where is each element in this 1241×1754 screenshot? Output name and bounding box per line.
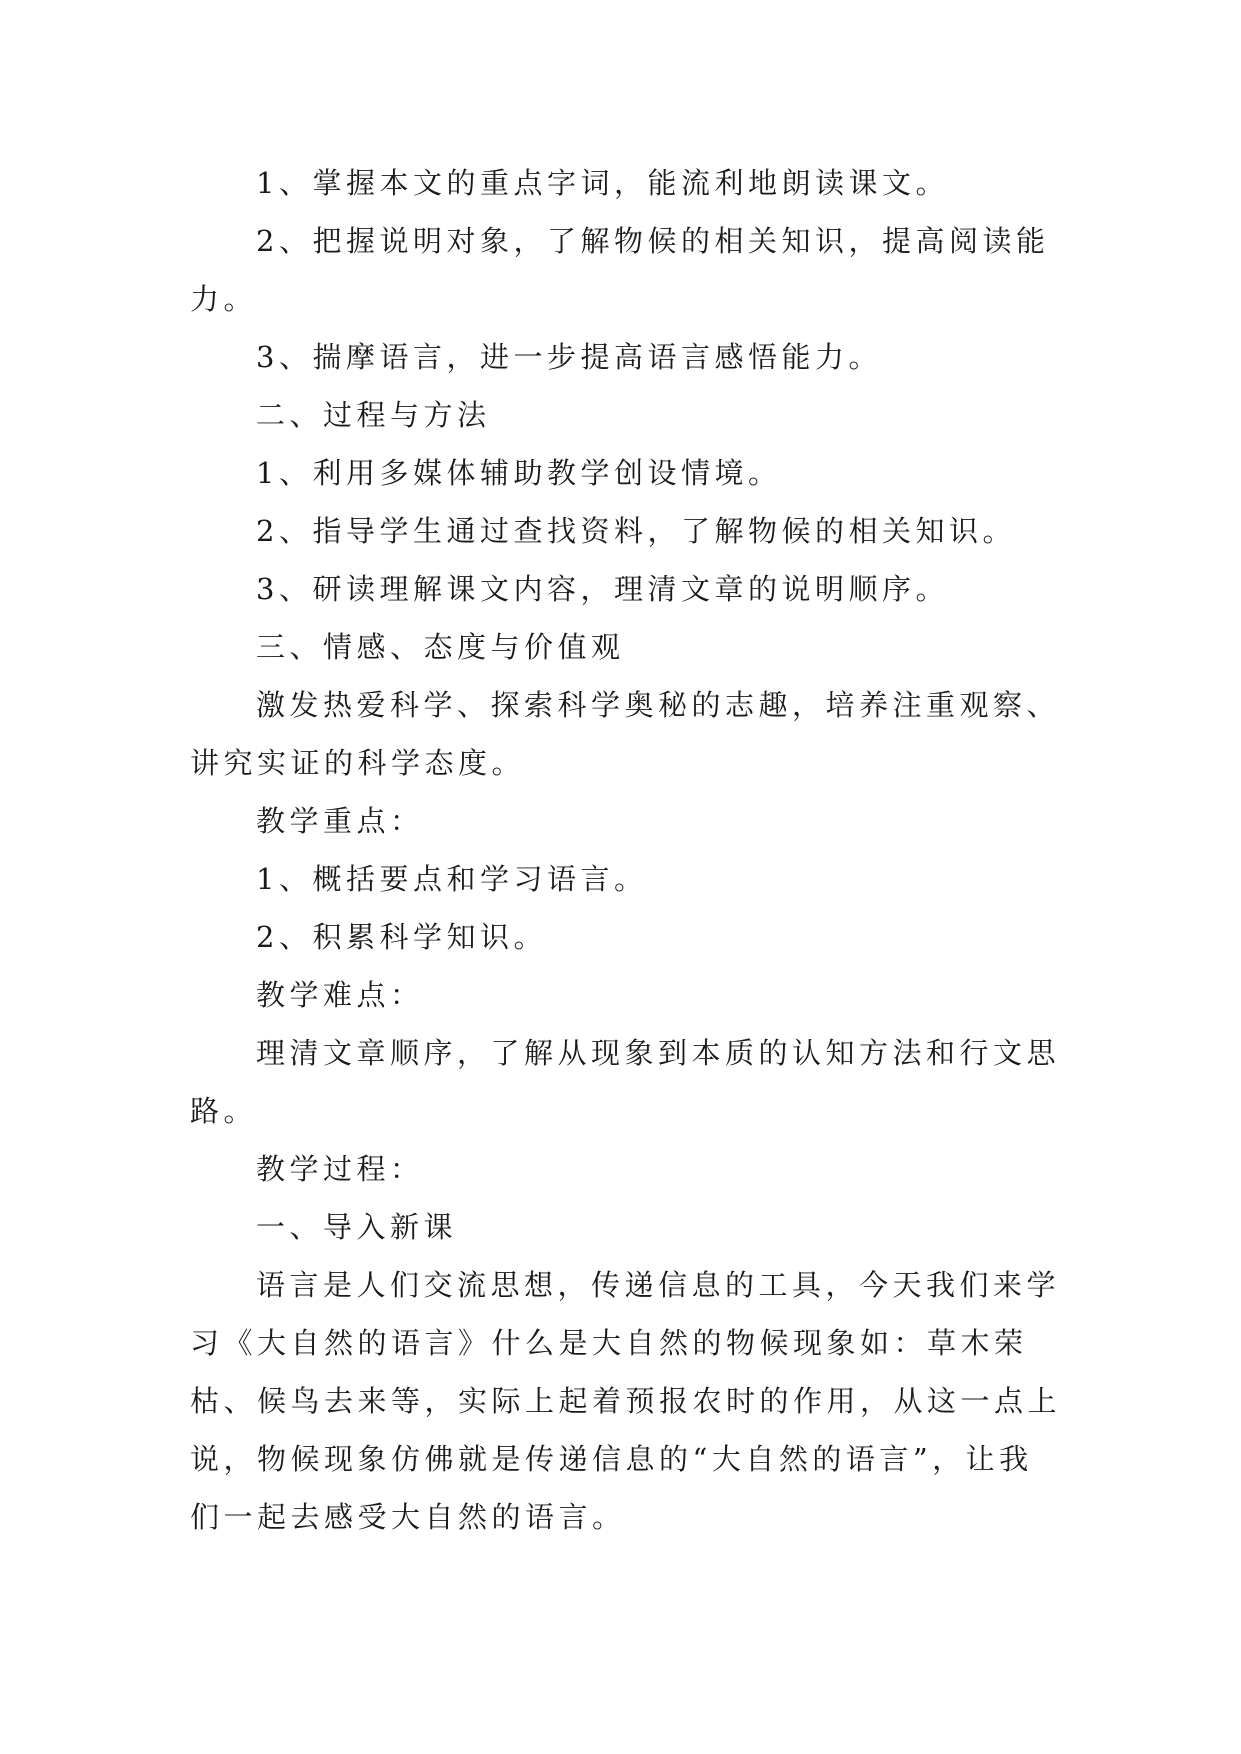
paragraph-objective-1: 1、掌握本文的重点字词，能流利地朗读课文。 bbox=[256, 166, 949, 200]
heading-process-and-method: 二、过程与方法 bbox=[256, 398, 491, 432]
paragraph-difficulty: 理清文章顺序，了解从现象到本质的认知方法和行文思路。 bbox=[190, 1036, 1061, 1128]
paragraph-introduction: 语言是人们交流思想，传递信息的工具，今天我们来学习《大自然的语言》什么是大自然的物候现象如：草木荣枯、候鸟去来等，实际上起着预报农时的作用，从这一点上说，物候现象仿佛就是传递信息的“大自然的语言”，让我们一起去感受大自然的语言。 bbox=[190, 1268, 1062, 1534]
heading-emotion-attitude-values: 三、情感、态度与价值观 bbox=[256, 630, 625, 664]
paragraph-focus-2: 2、积累科学知识。 bbox=[256, 920, 547, 954]
heading-teaching-focus: 教学重点： bbox=[256, 804, 424, 838]
heading-teaching-difficulty: 教学难点： bbox=[256, 978, 424, 1012]
heading-teaching-process: 教学过程： bbox=[256, 1152, 424, 1186]
paragraph-objective-3: 3、揣摩语言，进一步提高语言感悟能力。 bbox=[256, 340, 882, 374]
paragraph-emotion: 激发热爱科学、探索科学奥秘的志趣，培养注重观察、讲究实证的科学态度。 bbox=[190, 688, 1061, 780]
paragraph-objective-2: 2、把握说明对象，了解物候的相关知识，提高阅读能力。 bbox=[190, 224, 1050, 316]
paragraph-method-1: 1、利用多媒体辅助教学创设情境。 bbox=[256, 456, 782, 490]
paragraph-focus-1: 1、概括要点和学习语言。 bbox=[256, 862, 648, 896]
document-body bbox=[190, 154, 1065, 1546]
heading-introduction: 一、导入新课 bbox=[256, 1210, 458, 1244]
paragraph-method-3: 3、研读理解课文内容，理清文章的说明顺序。 bbox=[256, 572, 949, 606]
paragraph-method-2: 2、指导学生通过查找资料，了解物候的相关知识。 bbox=[256, 514, 1016, 548]
